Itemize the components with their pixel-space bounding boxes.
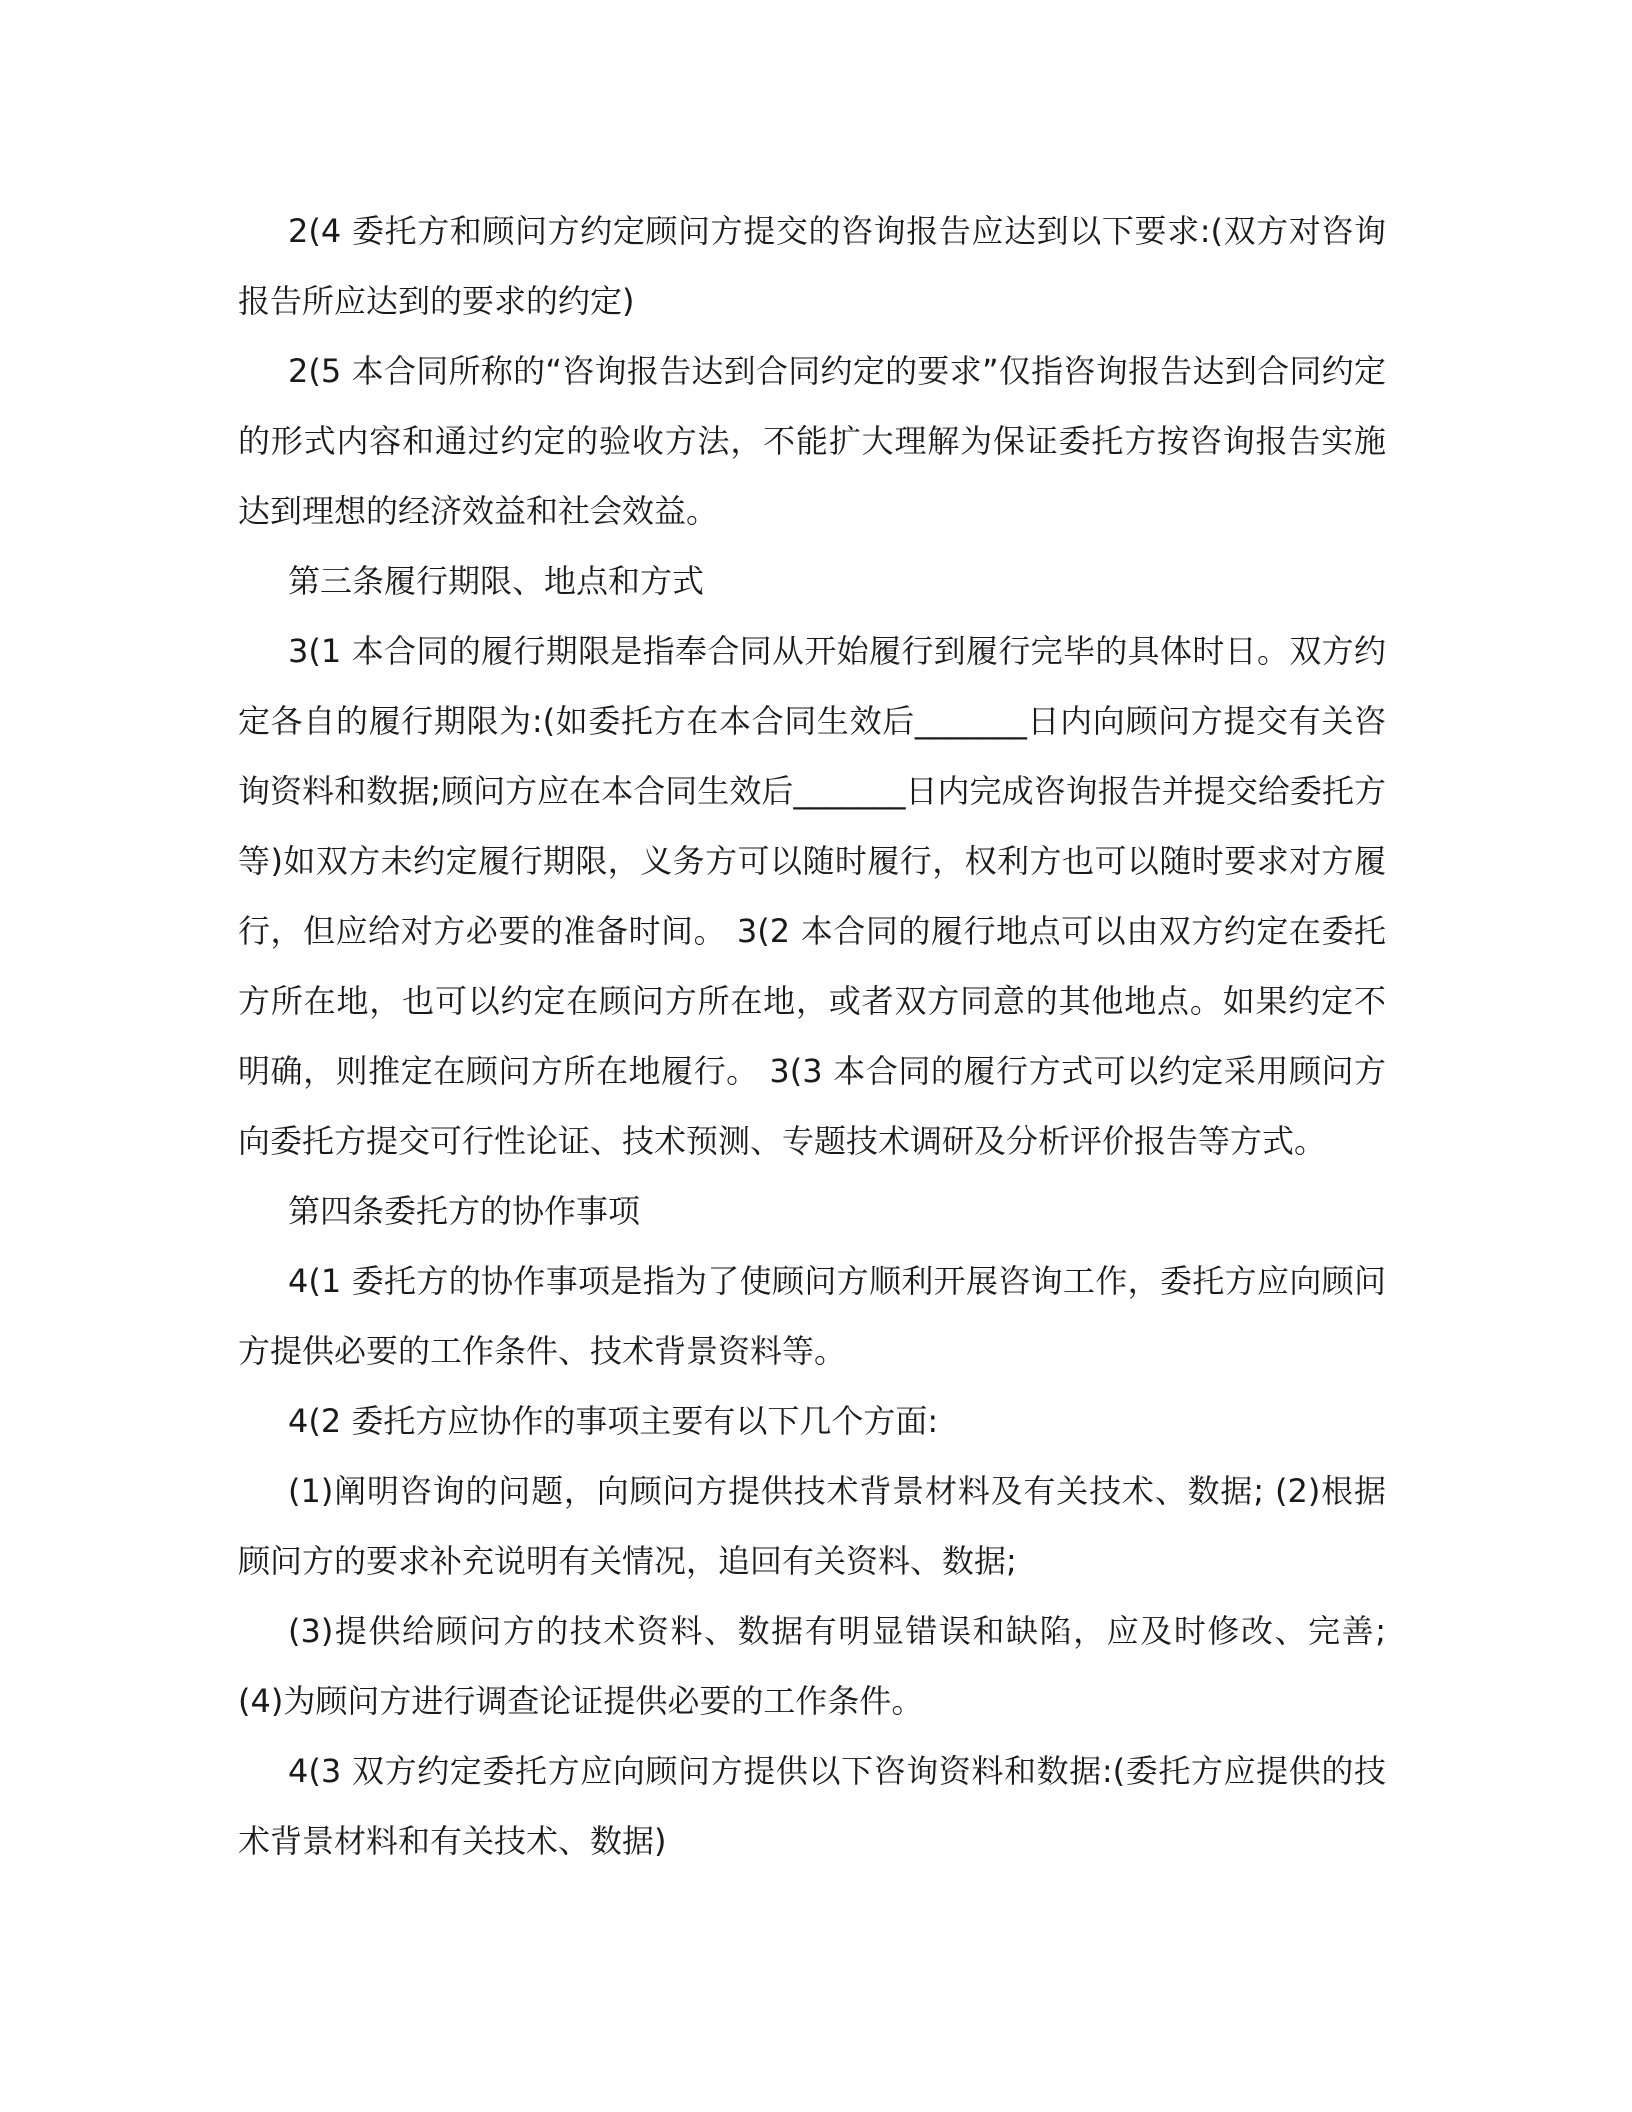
- clause-2-5: 2(5 本合同所称的“咨询报告达到合同约定的要求”仅指咨询报告达到合同约定的形式内容和通过约定的验收方法，不能扩大理解为保证委托方按咨询报告实施达到理想的经济效益和社会效益。: [238, 352, 1386, 530]
- clause-4-1: 4(1 委托方的协作事项是指为了使顾问方顺利开展咨询工作，委托方应向顾问方提供必要的工作条件、技术背景资料等。: [238, 1262, 1386, 1370]
- article-3-heading: 第三条履行期限、地点和方式: [288, 562, 705, 600]
- clause-3-1-to-3-3: 3(1 本合同的履行期限是指奉合同从开始履行到履行完毕的具体时日。双方约定各自的履行期限为:(如委托方在本合同生效后_______日内向顾问方提交有关咨询资料和数据;顾问方应在本合同生效后_______日内完成咨询报告并提交给委托方等)如双方未约定履行期限，义务方可以随时履行，权利方也可以随时要求对方履行，但应给对方必要的准备时间。 3(2 本合同的履行地点可以由双方约定在委托方所在地，也可以约定在顾问方所在地，或者双方同意的其他地点。如果约定不明确，则推定在顾问方所在地履行。 3(3 本合同的履行方式可以约定采用顾问方向委托方提交可行性论证、技术预测、专题技术调研及分析评价报告等方式。: [238, 632, 1386, 1160]
- document-body: [238, 196, 1386, 1876]
- clause-4-2-items-1-2: (1)阐明咨询的问题，向顾问方提供技术背景材料及有关技术、数据; (2)根据顾问方的要求补充说明有关情况，追回有关资料、数据;: [238, 1472, 1386, 1580]
- clause-2-4: 2(4 委托方和顾问方约定顾问方提交的咨询报告应达到以下要求:(双方对咨询报告所应达到的要求的约定): [238, 212, 1386, 320]
- clause-4-3: 4(3 双方约定委托方应向顾问方提供以下咨询资料和数据:(委托方应提供的技术背景材料和有关技术、数据): [238, 1752, 1386, 1860]
- clause-4-2: 4(2 委托方应协作的事项主要有以下几个方面:: [288, 1402, 939, 1440]
- article-4-heading: 第四条委托方的协作事项: [288, 1192, 641, 1230]
- clause-4-2-items-3-4: (3)提供给顾问方的技术资料、数据有明显错误和缺陷，应及时修改、完善; (4)为顾问方进行调查论证提供必要的工作条件。: [238, 1612, 1386, 1720]
